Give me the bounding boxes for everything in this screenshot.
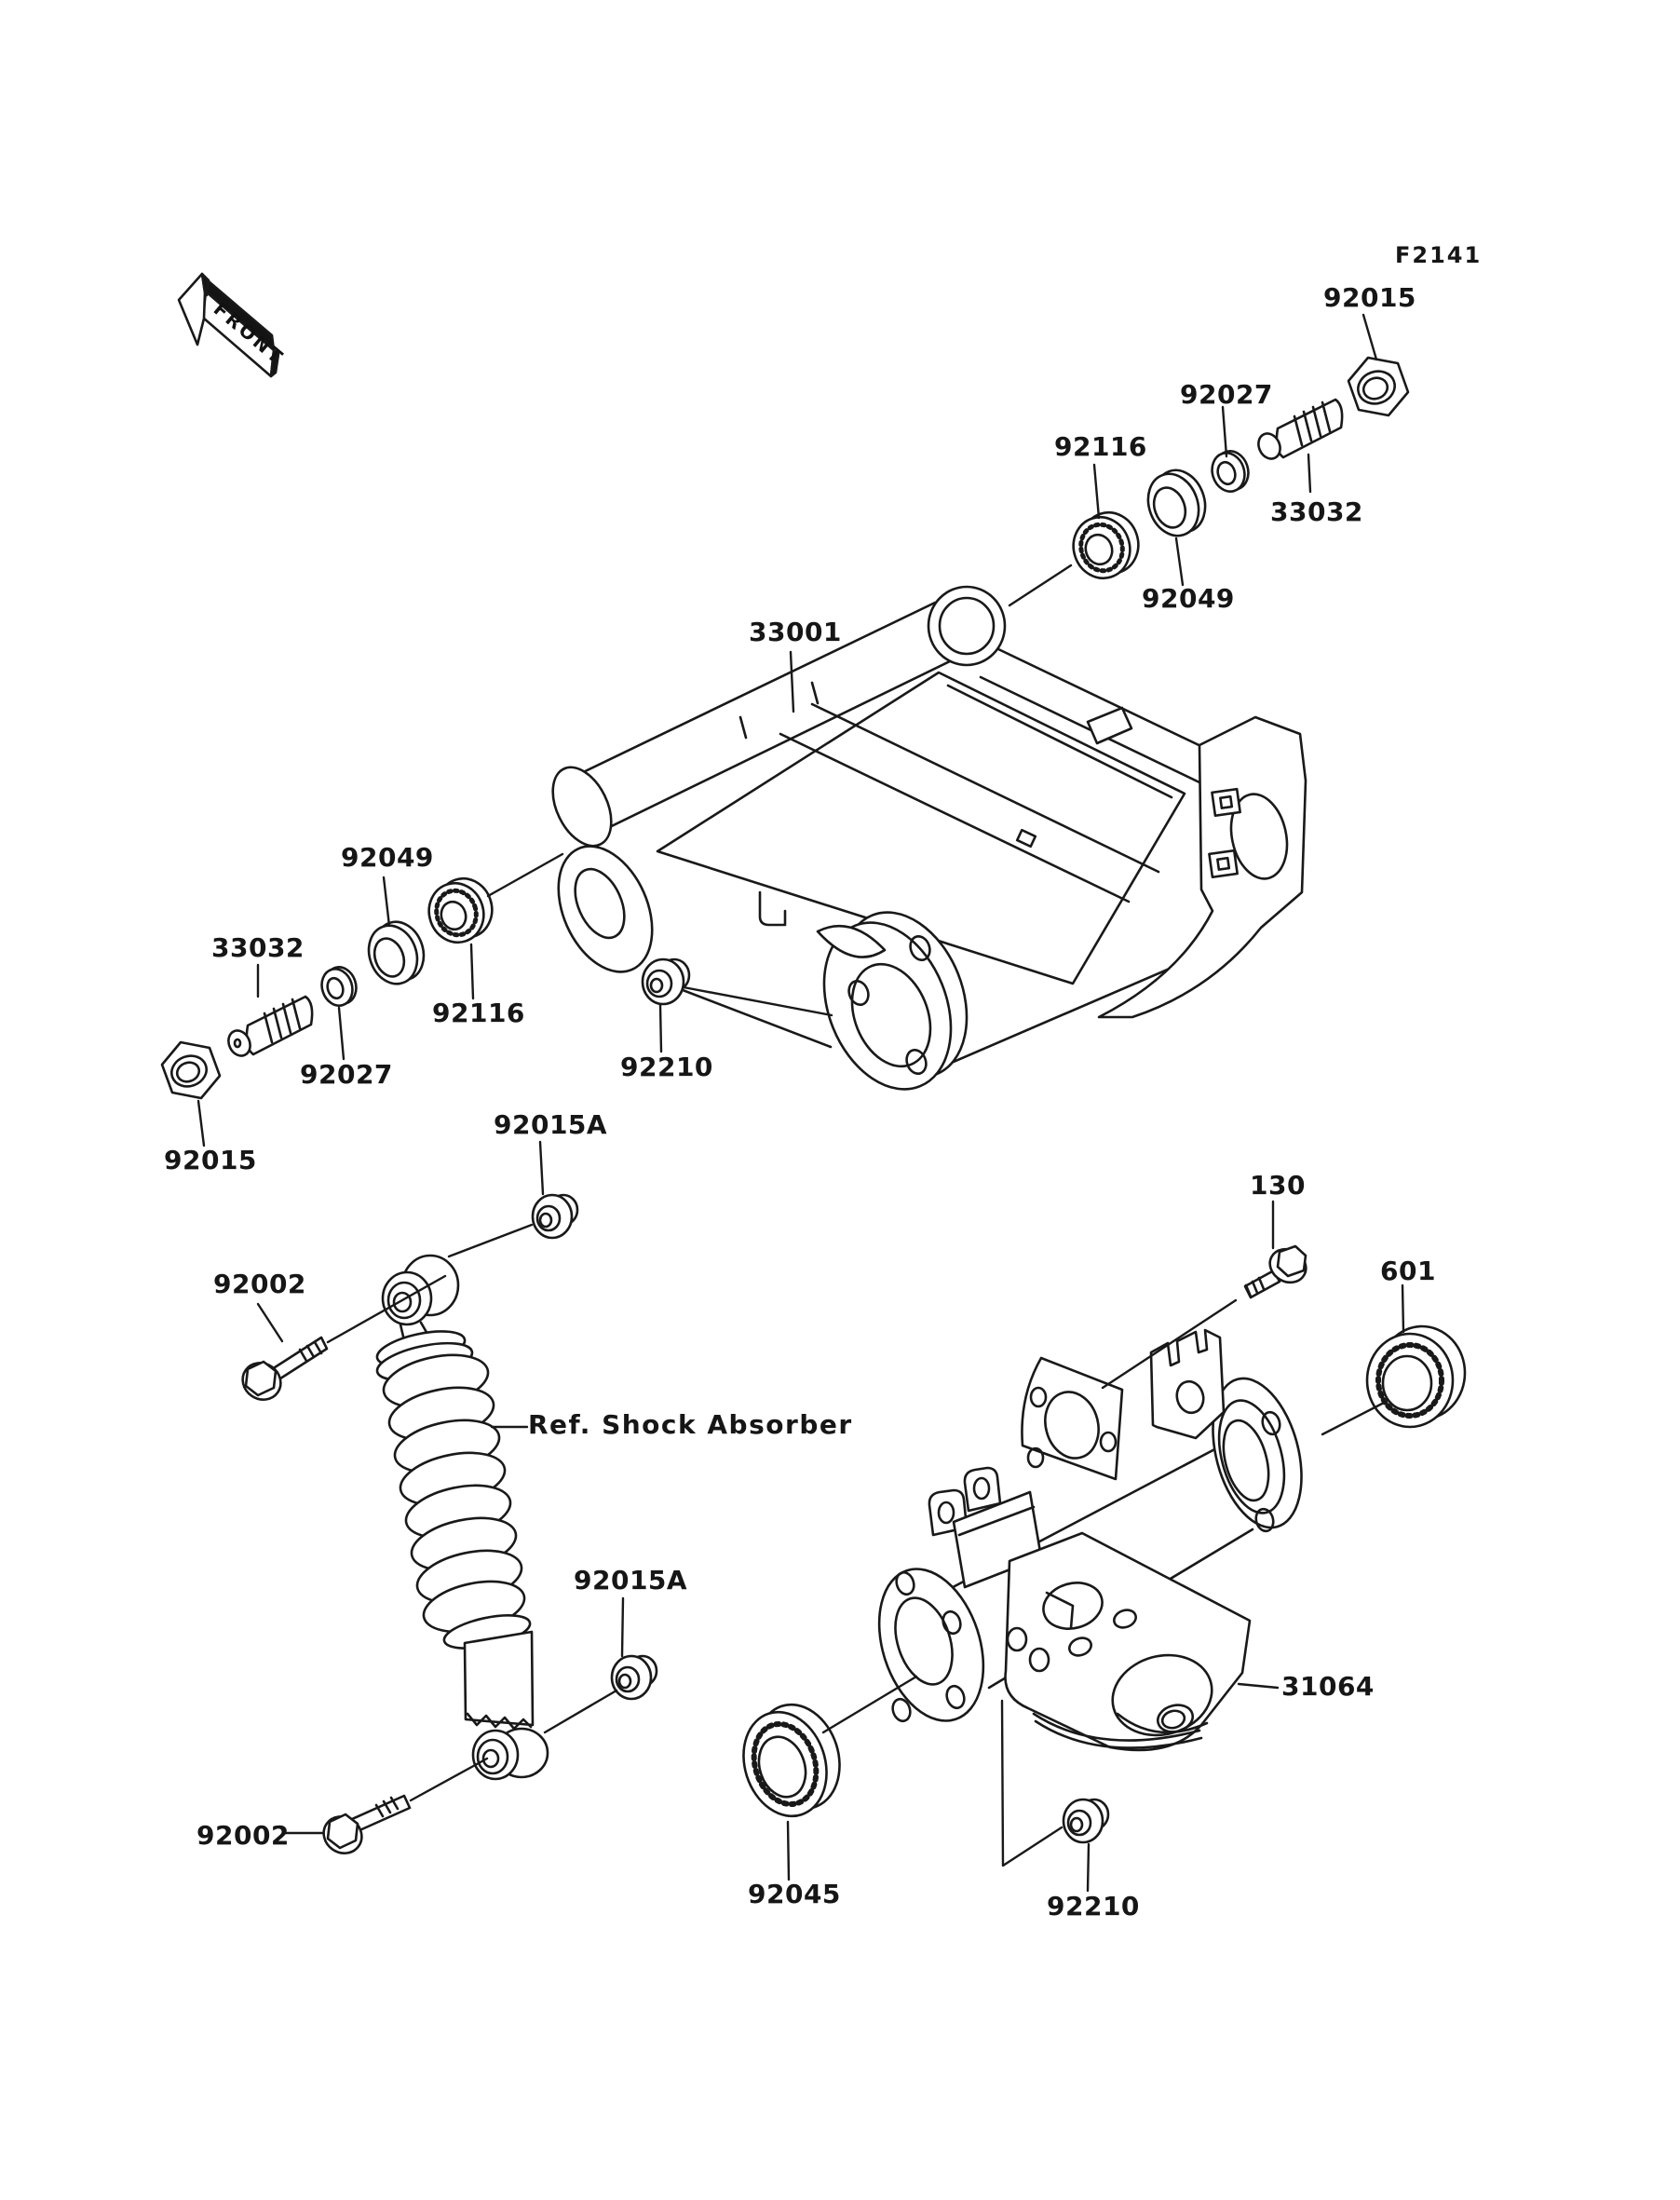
part-label-33032-top: 33032 xyxy=(1270,496,1363,527)
pivot-stud-33032-left-drawing xyxy=(224,997,312,1059)
part-label-92015a-upper: 92015A xyxy=(494,1109,608,1140)
hex-nut-92015-left-drawing xyxy=(162,1042,220,1098)
front-arrow-icon xyxy=(179,274,289,376)
bolt-92002-lower-drawing xyxy=(317,1796,410,1861)
seal-92049-top-drawing xyxy=(1140,463,1213,543)
washer-92027-left-drawing xyxy=(318,963,361,1010)
flanged-nut-92015a-upper-drawing xyxy=(533,1195,577,1238)
bearing-92116-left-drawing xyxy=(422,872,500,950)
bearing-601-drawing xyxy=(1367,1326,1465,1427)
shock-absorber-drawing xyxy=(374,1256,548,1779)
part-label-92116-left: 92116 xyxy=(432,998,525,1028)
seal-92049-left-drawing xyxy=(361,915,432,990)
part-label-33032-left: 33032 xyxy=(211,932,305,963)
part-label-92210-mid: 92210 xyxy=(620,1052,713,1082)
part-label-130: 130 xyxy=(1250,1170,1306,1201)
part-label-92002-upper: 92002 xyxy=(213,1269,306,1299)
part-label-92015a-lower: 92015A xyxy=(574,1565,688,1596)
washer-92027-top-drawing xyxy=(1207,447,1253,496)
axle-housing-drawing xyxy=(861,1330,1317,1750)
bolt-130-drawing xyxy=(1245,1243,1312,1297)
hex-nut-92015-top-drawing xyxy=(1348,358,1408,415)
swingarm-drawing xyxy=(540,583,1306,1108)
flanged-nut-92015a-lower-drawing xyxy=(612,1656,657,1699)
part-label-33001-swingarm: 33001 xyxy=(749,617,842,647)
bearing-92045-drawing xyxy=(730,1694,852,1827)
part-label-92210-bottom: 92210 xyxy=(1047,1891,1140,1922)
part-label-92049-top: 92049 xyxy=(1142,583,1235,614)
part-label-601: 601 xyxy=(1380,1256,1436,1286)
ref-shock-absorber-note: Ref. Shock Absorber xyxy=(528,1409,853,1440)
part-label-92027-left: 92027 xyxy=(300,1059,393,1090)
part-label-92015-top-right: 92015 xyxy=(1323,282,1416,313)
bolt-92002-upper-drawing xyxy=(236,1338,327,1407)
flanged-nut-92210-bottom-drawing xyxy=(1064,1799,1108,1842)
front-arrow-label: FRONT xyxy=(209,297,290,370)
part-label-31064: 31064 xyxy=(1281,1671,1375,1702)
part-label-92116-top: 92116 xyxy=(1054,431,1147,462)
part-label-92002-lower: 92002 xyxy=(196,1820,290,1851)
flanged-nut-92210-mid-drawing xyxy=(643,959,689,1004)
part-label-92027-top: 92027 xyxy=(1180,379,1273,410)
part-label-92015-left: 92015 xyxy=(164,1145,257,1175)
part-label-92045: 92045 xyxy=(748,1879,841,1909)
figure-code: F2141 xyxy=(1395,242,1483,268)
bearing-92116-top-drawing xyxy=(1065,505,1145,585)
part-label-92049-left: 92049 xyxy=(341,842,434,873)
